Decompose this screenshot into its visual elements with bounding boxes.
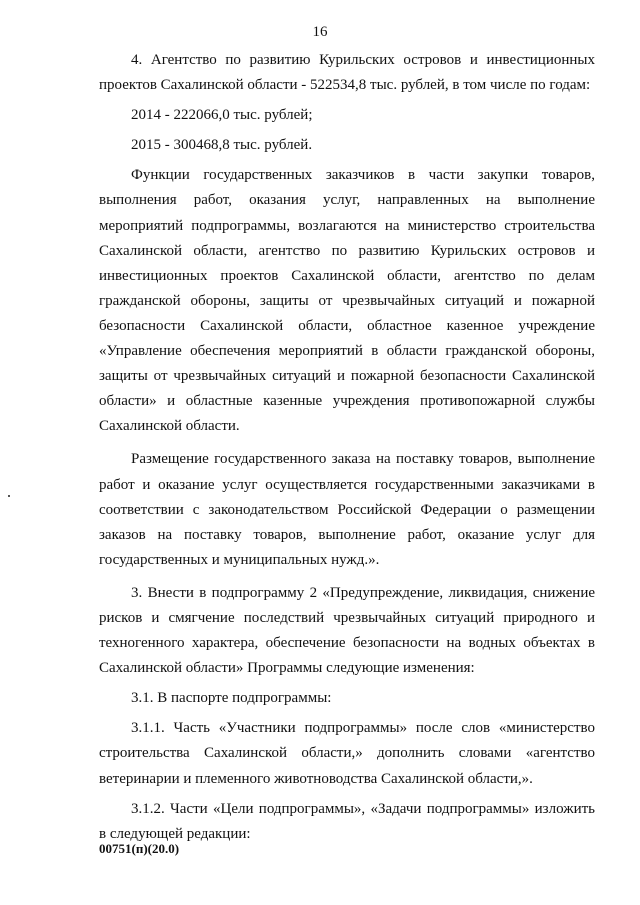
page-number: 16 [312, 24, 328, 40]
paragraph-passport-heading: 3.1. В паспорте подпрограммы: [131, 690, 332, 707]
document-code: 00751(п)(20.0) [99, 841, 180, 856]
paragraph-goals-tasks-change: 3.1.2. Части «Цели подпрограммы», «Задачи подпрограммы» изложить в следующей редакции: [99, 800, 595, 842]
document-body [99, 48, 595, 847]
paragraph-subprogram-2-changes: 3. Внести в подпрограмму 2 «Предупреждение, ликвидация, снижение рисков и смягчение последствий чрезвычайных ситуаций природного и техногенного характера, обеспечение безопасности на водных объектах в Сахалинской области» Программы следующие изменения: [99, 584, 595, 677]
paragraph-year-2014: 2014 - 222066,0 тыс. рублей; [131, 107, 313, 124]
paragraph-agency-kuril: 4. Агентство по развитию Курильских островов и инвестиционных проектов Сахалинской области - 522534,8 тыс. рублей, в том числе по годам: [99, 52, 595, 94]
scan-mark [8, 495, 10, 497]
paragraph-order-placement: Размещение государственного заказа на поставку товаров, выполнение работ и оказание услуг осуществляется государственными заказчиками в соответствии с законодательством Российской Федерации о размещении заказов на поставку товаров, выполнение работ, оказание услуг для государственных и муниципальных нужд.». [99, 451, 595, 568]
paragraph-participants-change: 3.1.1. Часть «Участники подпрограммы» после слов «министерство строительства Сахалинской области,» дополнить словами «агентство ветеринарии и племенного животноводства Сахалинской области,». [99, 720, 595, 787]
paragraph-year-2015: 2015 - 300468,8 тыс. рублей. [131, 137, 313, 154]
paragraph-customer-functions: Функции государственных заказчиков в части закупки товаров, выполнения работ, оказания услуг, направленных на выполнение мероприятий подпрограммы, возлагаются на министерство строительства Сахалинской области, агентство по развитию Курильских островов и инвестиционных проектов Сахалинской области, агентство по делам гражданской обороны, защиты от чрезвычайных ситуаций и пожарной безопасности Сахалинской области, областное казенное учреждение «Управление обеспечения мероприятий в области гражданской обороны, защиты от чрезвычайных ситуаций и пожарной безопасности Сахалинской области» и областные казенные учреждения противопожарной службы Сахалинской области. [99, 167, 595, 435]
